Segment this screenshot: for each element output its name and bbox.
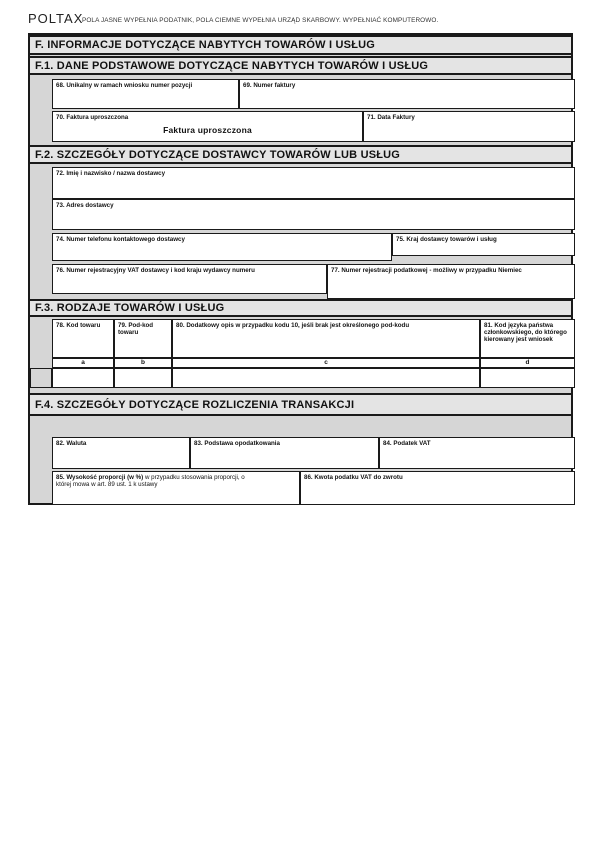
poltax-logo: POLTAX xyxy=(28,11,84,26)
field-80-label: 80. Dodatkowy opis w przypadku kodu 10, jeśli brak jest określonego pod-kodu xyxy=(176,322,410,329)
field-69-label: 69. Numer faktury xyxy=(243,82,296,89)
column-letter-c: c xyxy=(172,358,480,368)
field-85[interactable] xyxy=(52,471,300,505)
field-78-input[interactable] xyxy=(52,368,114,388)
field-70-label: 70. Faktura uproszczona xyxy=(56,114,129,121)
field-76-label: 76. Numer rejestracyjny VAT dostawcy i kod kraju wydawcy numeru xyxy=(56,267,255,274)
row-index-cell xyxy=(30,368,52,388)
column-letter-d: d xyxy=(480,358,575,368)
field-73[interactable] xyxy=(52,199,575,230)
field-78-label: 78. Kod towaru xyxy=(56,322,101,329)
field-73-label: 73. Adres dostawcy xyxy=(56,202,114,209)
field-77-label: 77. Numer rejestracji podatkowej - możliwy w przypadku Niemiec xyxy=(331,267,522,274)
field-79-input[interactable] xyxy=(114,368,172,388)
section-f4-title: F.4. SZCZEGÓŁY DOTYCZĄCE ROZLICZENIA TRANSAKCJI xyxy=(35,398,355,411)
field-82-label: 82. Waluta xyxy=(56,440,87,447)
field-71-label: 71. Data Faktury xyxy=(367,114,415,121)
field-85-label-rest: w przypadku stosowania proporcji, o której mowa w art. 89 ust. 1 k ustawy xyxy=(56,474,245,489)
field-81-header xyxy=(480,319,575,358)
field-74-label: 74. Numer telefonu kontaktowego dostawcy xyxy=(56,236,185,243)
field-85-label-bold: 85. Wysokość proporcji (w %) xyxy=(56,474,144,481)
field-80-header xyxy=(172,319,480,358)
field-75[interactable] xyxy=(392,233,575,256)
field-83-label: 83. Podstawa opodatkowania xyxy=(194,440,280,447)
section-f3-title: F.3. RODZAJE TOWARÓW I USŁUG xyxy=(35,302,225,314)
field-69[interactable] xyxy=(239,79,575,109)
section-header-f xyxy=(28,35,573,55)
field-70-value: Faktura uproszczona xyxy=(163,125,252,135)
field-71[interactable] xyxy=(363,111,575,142)
field-72[interactable] xyxy=(52,167,575,199)
field-85-label xyxy=(53,472,256,488)
section-f2-title: F.2. SZCZEGÓŁY DOTYCZĄCE DOSTAWCY TOWARÓW LUB USŁUG xyxy=(35,148,401,161)
section-f1-title: F.1. DANE PODSTAWOWE DOTYCZĄCE NABYTYCH TOWARÓW I USŁUG xyxy=(35,59,429,72)
field-79-header xyxy=(114,319,172,358)
form-frame xyxy=(28,33,573,505)
field-75-label: 75. Kraj dostawcy towarów i usług xyxy=(396,236,497,243)
field-72-label: 72. Imię i nazwisko / nazwa dostawcy xyxy=(56,170,166,177)
form-instructions-note: POLA JASNE WYPEŁNIA PODATNIK, POLA CIEMNE WYPEŁNIA URZĄD SKARBOWY. WYPEŁNIAĆ KOMPUTEROWO. xyxy=(82,17,439,24)
section-header-f1 xyxy=(28,56,573,75)
field-84-label: 84. Podatek VAT xyxy=(383,440,431,447)
column-letter-b: b xyxy=(114,358,172,368)
field-83[interactable] xyxy=(190,437,379,469)
field-86-label: 86. Kwota podatku VAT do zwrotu xyxy=(304,474,403,481)
section-header-f4 xyxy=(28,393,573,416)
field-81-input[interactable] xyxy=(480,368,575,388)
field-82[interactable] xyxy=(52,437,190,469)
field-80-input[interactable] xyxy=(172,368,480,388)
section-header-f3 xyxy=(28,299,573,317)
field-68-label: 68. Unikalny w ramach wniosku numer pozycji xyxy=(56,82,193,89)
field-77[interactable] xyxy=(327,264,575,299)
section-header-f2 xyxy=(28,145,573,164)
field-70[interactable] xyxy=(52,111,363,142)
field-76[interactable] xyxy=(52,264,327,294)
column-letter-a: a xyxy=(52,358,114,368)
section-f-title: F. INFORMACJE DOTYCZĄCE NABYTYCH TOWARÓW I USŁUG xyxy=(35,39,376,51)
field-84[interactable] xyxy=(379,437,575,469)
field-74[interactable] xyxy=(52,233,392,261)
field-68[interactable] xyxy=(52,79,239,109)
field-86[interactable] xyxy=(300,471,575,505)
field-79-label: 79. Pod-kod towaru xyxy=(118,322,154,337)
field-78-header xyxy=(52,319,114,358)
field-81-label: 81. Kod języka państwa członkowskiego, do którego kierowany jest wniosek xyxy=(484,322,567,344)
